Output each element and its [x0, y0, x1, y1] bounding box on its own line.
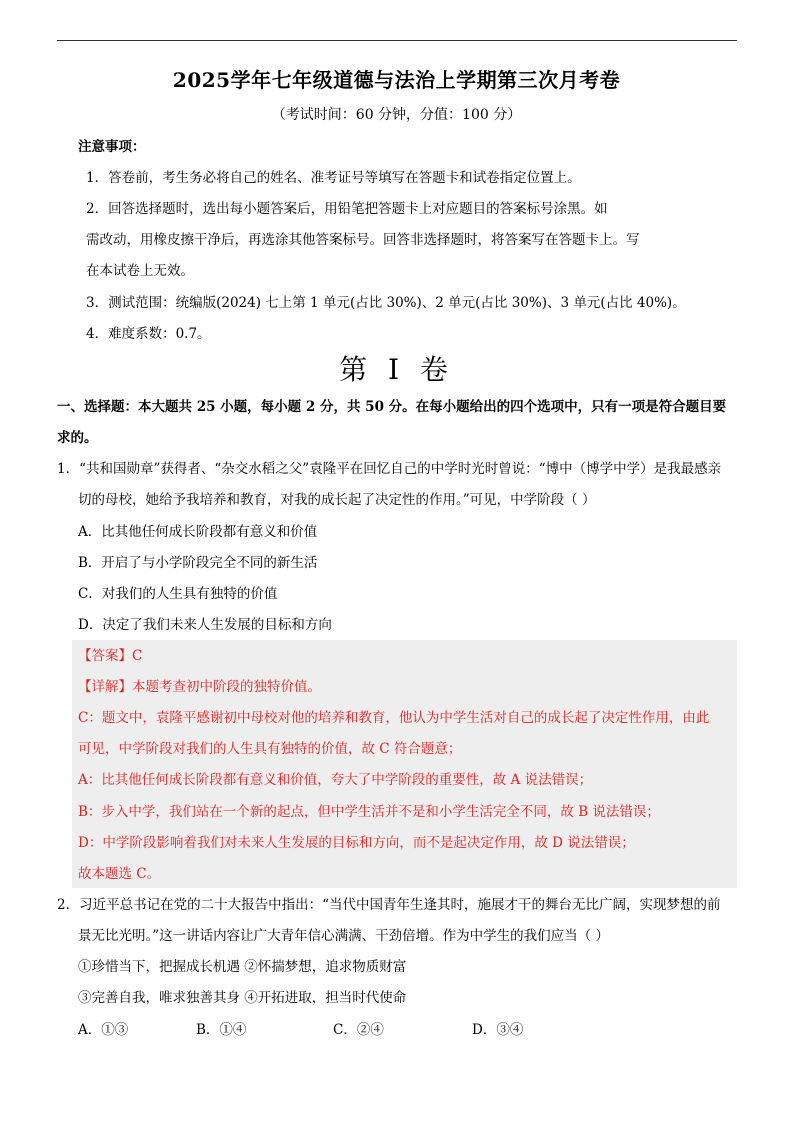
notice-item: 1．答卷前，考生务必将自己的姓名、准考证号等填写在答题卡和试卷指定位置上。 — [86, 170, 581, 186]
question-2-option-c: C．②④ — [333, 1022, 384, 1038]
notice-item: 4．难度系数：0.7。 — [86, 326, 211, 342]
question-1-option-a: A．比其他任何成长阶段都有意义和价值 — [78, 524, 318, 540]
section-title: 第 I 卷 — [339, 353, 454, 386]
part-heading: 一、选择题：本大题共 25 小题，每小题 2 分，共 50 分。在每小题给出的四个选项中，只有一项是符合题目要 — [57, 399, 727, 415]
notice-item: 需改动，用橡皮擦干净后，再选涂其他答案标号。回答非选择题时，将答案写在答题卡上。写 — [86, 232, 640, 248]
notice-item: 在本试卷上无效。 — [86, 263, 194, 279]
analysis-line: A：比其他任何成长阶段都有意义和价值，夸大了中学阶段的重要性，故 A 说法错误； — [78, 772, 593, 788]
exam-title: 2025学年七年级道德与法治上学期第三次月考卷 — [172, 68, 621, 92]
header-rule — [57, 40, 737, 41]
exam-subtitle: （考试时间：60 分钟，分值：100 分） — [271, 107, 522, 123]
notice-item: 2．回答选择题时，选出每小题答案后，用铅笔把答题卡上对应题目的答案标号涂黑。如 — [86, 201, 608, 217]
analysis-line: B：步入中学，我们站在一个新的起点，但中学生活并不是和小学生活完全不同，故 B 说法错误； — [78, 804, 660, 820]
question-2-stem-cont: 景无比光明。”这一讲话内容让广大青年信心满满、干劲倍增。作为中学生的我们应当（ ） — [78, 928, 609, 944]
question-1-option-d: D．决定了我们未来人生发展的目标和方向 — [78, 617, 332, 633]
question-2-option-a: A．①③ — [78, 1022, 129, 1038]
question-1-option-b: B．开启了与小学阶段完全不同的新生活 — [78, 555, 318, 571]
question-2-option-d: D．③④ — [472, 1022, 524, 1038]
part-heading-cont: 求的。 — [57, 430, 98, 446]
answer-label: 【答案】C — [78, 648, 143, 664]
analysis-line: 可见，中学阶段对我们的人生具有独特的价值，故 C 符合题意； — [78, 741, 462, 757]
question-2-statements: ①珍惜当下，把握成长机遇 ②怀揣梦想，追求物质财富 — [78, 959, 407, 975]
notice-item: 3．测试范围：统编版(2024) 七上第 1 单元(占比 30%)、2 单元(占比 30%)、3 单元(占比 40%)。 — [86, 295, 686, 311]
question-2-statements: ③完善自我，唯求独善其身 ④开拓进取，担当时代使命 — [78, 990, 407, 1006]
question-2-option-b: B．①④ — [196, 1022, 247, 1038]
question-2-stem: 2．习近平总书记在党的二十大报告中指出：“当代中国青年生逢其时，施展才干的舞台无比广阔，实现梦想的前 — [57, 897, 721, 913]
question-1-option-c: C．对我们的人生具有独特的价值 — [78, 586, 278, 602]
notice-heading: 注意事项： — [78, 139, 146, 155]
question-1-stem-cont: 切的母校，她给予我培养和教育，对我的成长起了决定性的作用。”可见，中学阶段（ ） — [78, 492, 596, 508]
question-1-stem: 1．“共和国勋章”获得者、“杂交水稻之父”袁隆平在回忆自己的中学时光时曾说：“博中（博学中学）是我最感亲 — [57, 461, 722, 477]
analysis-line: C：题文中，袁隆平感谢初中母校对他的培养和教育，他认为中学生活对自己的成长起了决定性作用，由此 — [78, 710, 710, 726]
analysis-line: 【详解】本题考查初中阶段的独特价值。 — [78, 679, 321, 695]
analysis-line: D：中学阶段影响着我们对未来人生发展的目标和方向，而不是起决定作用，故 D 说法错误； — [78, 835, 635, 851]
analysis-line: 故本题选 C。 — [78, 866, 161, 882]
